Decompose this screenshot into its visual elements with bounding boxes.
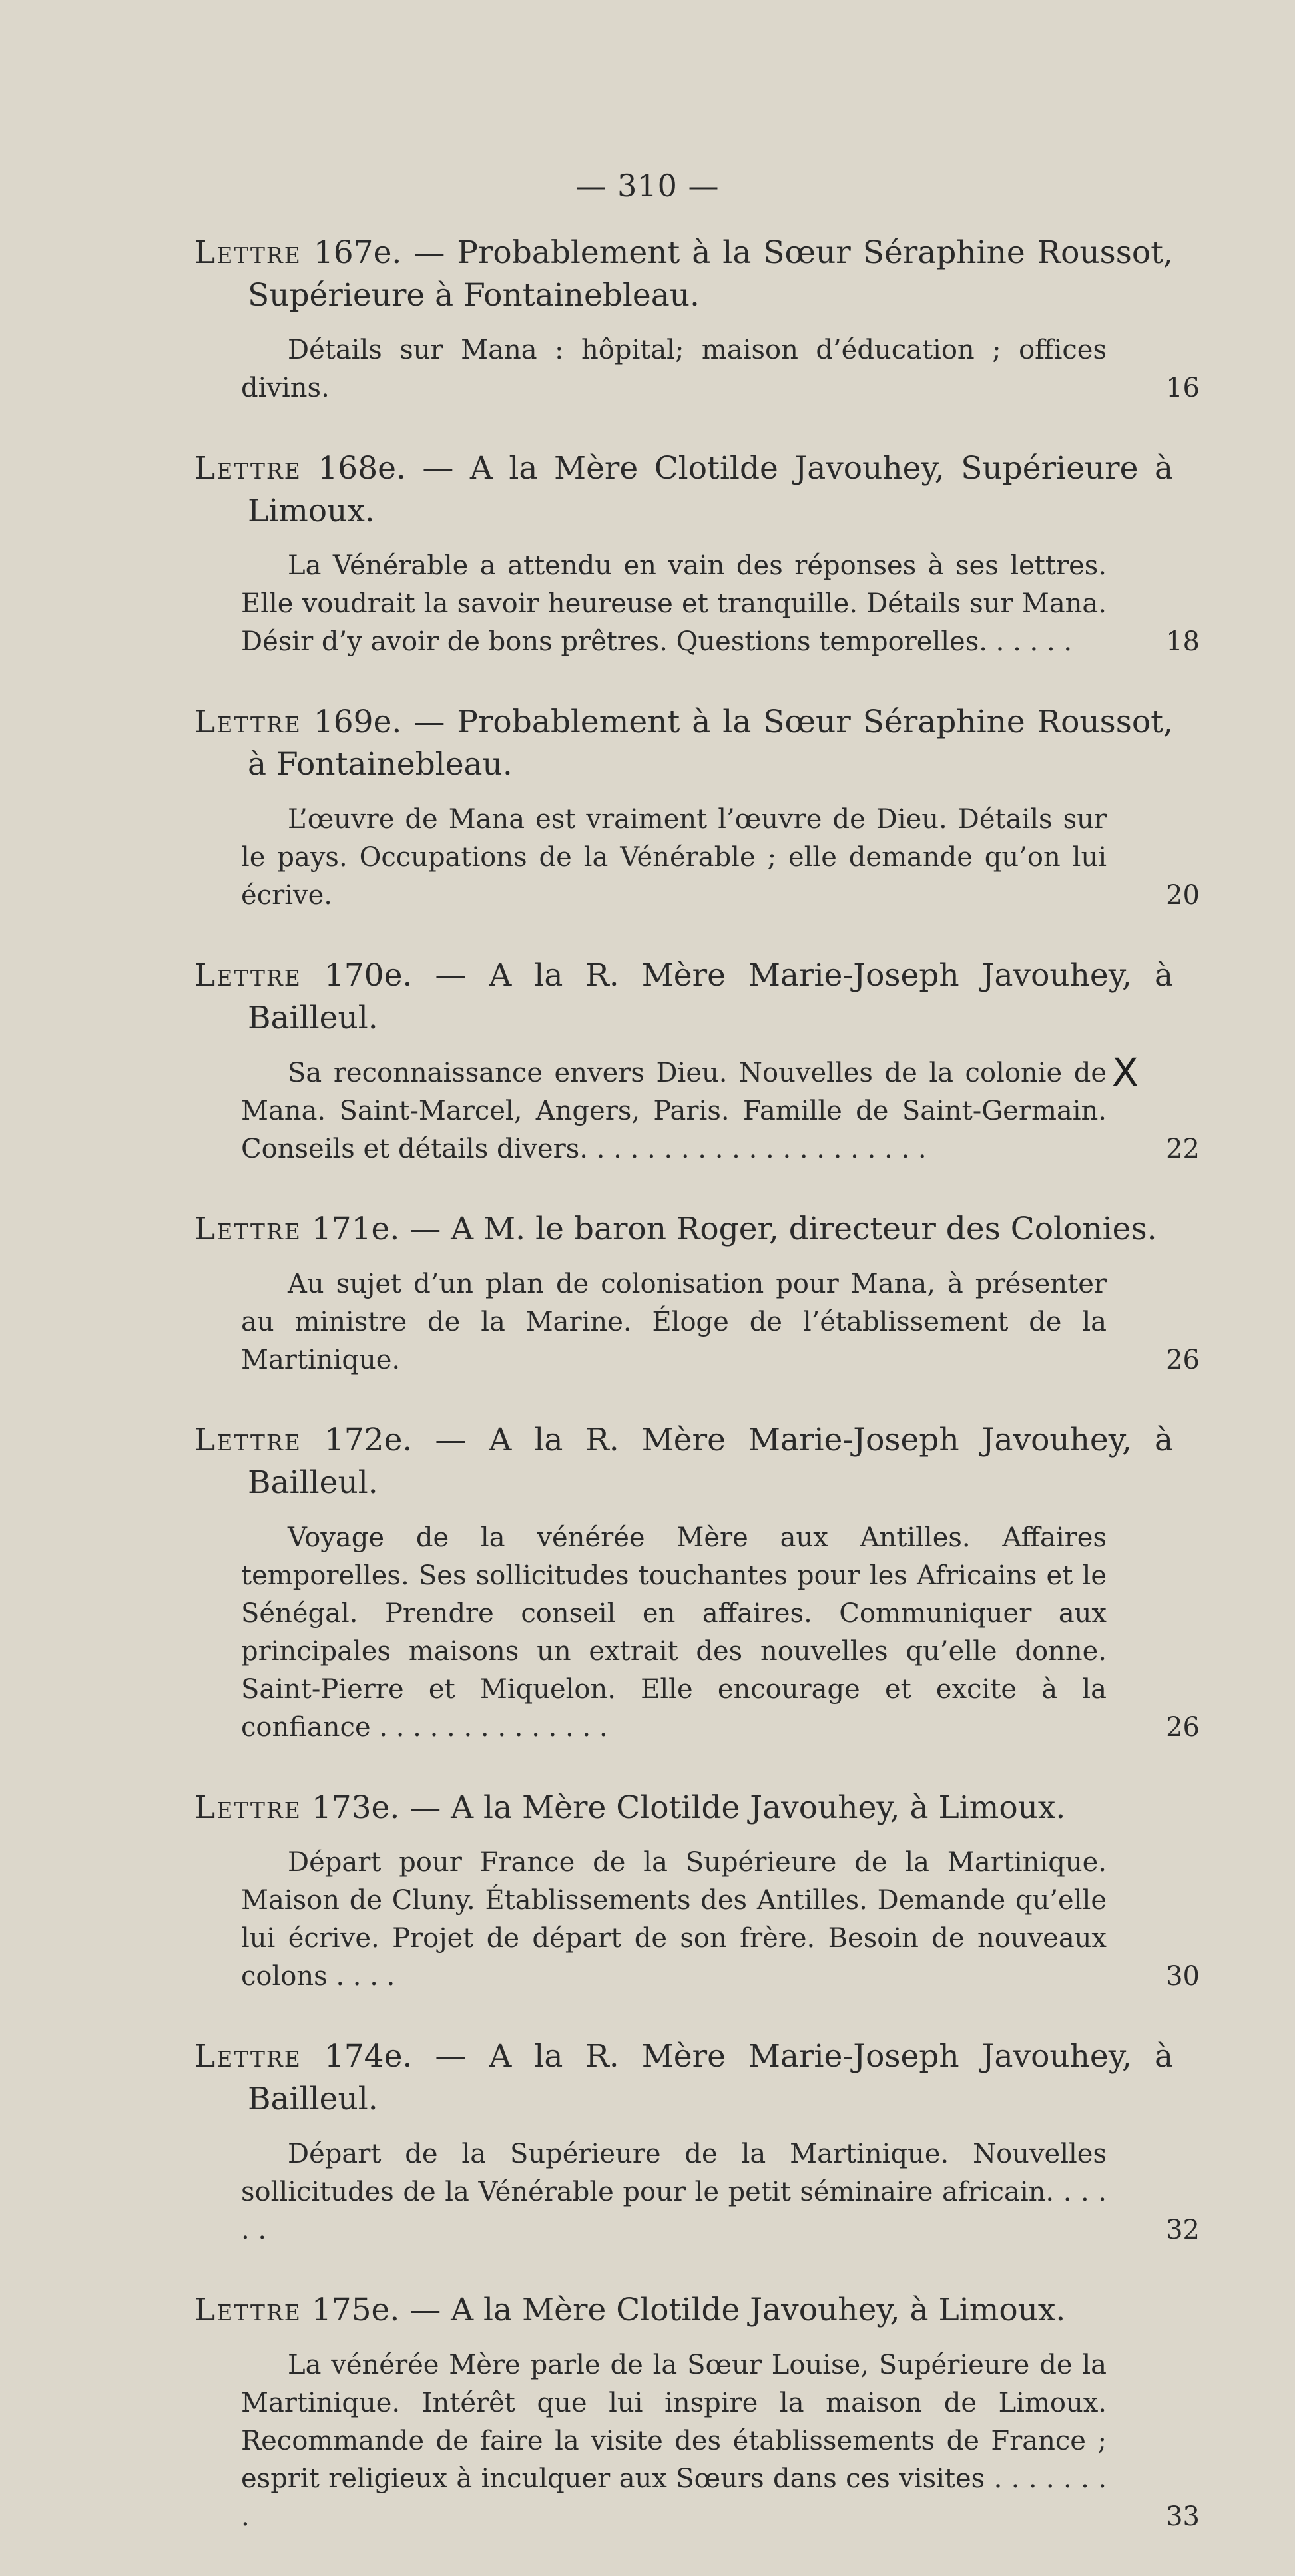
recipient: . — A la R. Mère Marie-Joseph Javouhey, à Bailleul. — [248, 2038, 1173, 2117]
entry-heading — [194, 2289, 1173, 2332]
recipient: . — A la R. Mère Marie-Joseph Javouhey, à Bailleul. — [248, 957, 1173, 1036]
entry-summary — [194, 2135, 1200, 2249]
entry-heading — [194, 1419, 1173, 1504]
entry-summary — [194, 1844, 1200, 1996]
summary-text: Départ de la Supérieure de la Martinique. Nouvelles sollicitudes de la Vénérable pour le petit séminaire africain. . . . . . — [241, 2139, 1107, 2245]
letter-number: 169e — [313, 704, 392, 740]
toc-entry-172 — [194, 1419, 1200, 1747]
entry-heading — [194, 232, 1173, 317]
letter-number: 174e — [324, 2038, 403, 2075]
toc-entry-170 — [194, 955, 1200, 1168]
recipient: . — A la Mère Clotilde Javouhey, à Limoux. — [389, 2292, 1066, 2328]
recipient: . — A la R. Mère Marie-Joseph Javouhey, à Bailleul. — [248, 1422, 1173, 1501]
letter-number: 175e — [311, 2292, 390, 2328]
page-reference: 18 — [1166, 626, 1200, 657]
page-number: — 310 — — [575, 168, 720, 204]
lettre-label: Lettre — [194, 234, 302, 271]
lettre-label: Lettre — [194, 1422, 302, 1458]
summary-text: L’œuvre de Mana est vraiment l’œuvre de Dieu. Détails sur le pays. Occupations de la Vénérable ; elle demande qu’on lui écrive. — [241, 804, 1107, 911]
entry-heading — [194, 701, 1173, 786]
entry-heading — [194, 2036, 1173, 2121]
entry-summary — [194, 547, 1200, 661]
entry-heading — [194, 1787, 1173, 1829]
toc-entry-167 — [194, 232, 1200, 407]
summary-text: Départ pour France de la Supérieure de la Martinique. Maison de Cluny. Établissements des Antilles. Demande qu’elle lui écrive. Projet de départ de son frère. Besoin de nouveaux colons . . . . — [241, 1847, 1107, 1992]
recipient: . — Probablement à la Sœur Séraphine Roussot, à Fontainebleau. — [248, 704, 1173, 783]
lettre-label: Lettre — [194, 2038, 302, 2075]
page-reference: 26 — [1166, 1345, 1200, 1375]
lettre-label: Lettre — [194, 957, 302, 994]
toc-entry-169 — [194, 701, 1200, 915]
page-reference: 20 — [1166, 880, 1200, 911]
letter-number: 172e — [324, 1422, 403, 1458]
entry-summary — [194, 2346, 1200, 2536]
recipient: . — A la Mère Clotilde Javouhey, Supérieure à Limoux. — [248, 450, 1173, 529]
toc-entry-173 — [194, 1787, 1200, 1996]
letter-number: 170e — [324, 957, 403, 994]
entry-summary — [194, 331, 1200, 407]
letter-number: 173e — [311, 1789, 390, 1826]
summary-text: Au sujet d’un plan de colonisation pour Mana, à présenter au ministre de la Marine. Éloge de l’établissement de la Martinique. — [241, 1269, 1107, 1375]
page-reference: 32 — [1166, 2215, 1200, 2245]
page-reference: 16 — [1166, 373, 1200, 403]
lettre-label: Lettre — [194, 704, 302, 740]
letter-number: 168e — [318, 450, 396, 487]
recipient: . — Probablement à la Sœur Séraphine Roussot, Supérieure à Fontainebleau. — [248, 234, 1173, 314]
summary-text: La Vénérable a attendu en vain des réponses à ses lettres. Elle voudrait la savoir heureuse et tranquille. Détails sur Mana. Désir d’y avoir de bons prêtres. Questions temporelles. . . . . . — [241, 550, 1107, 657]
lettre-label: Lettre — [194, 1789, 302, 1826]
entry-summary — [194, 801, 1200, 915]
lettre-label: Lettre — [194, 2292, 302, 2328]
toc-entry-174 — [194, 2036, 1200, 2249]
page-reference: 33 — [1166, 2501, 1200, 2532]
letter-number: 171e — [311, 1211, 390, 1247]
summary-text: Sa reconnaissance envers Dieu. Nouvelles de la colonie de Mana. Saint-Marcel, Angers, Paris. Famille de Saint-Germain. Conseils et détails divers. . . . . . . . . . . . . . . . . . . . . — [241, 1058, 1107, 1164]
page-reference: 22 — [1166, 1134, 1200, 1164]
toc-entry-168 — [194, 447, 1200, 661]
letter-number: 167e — [313, 234, 392, 271]
entry-heading — [194, 955, 1173, 1040]
summary-text: La vénérée Mère parle de la Sœur Louise, Supérieure de la Martinique. Intérêt que lui inspire la maison de Limoux. Recommande de faire la visite des établissements de France ; esprit religieux à inculquer aux Sœurs dans ces visites . . . . . . . . — [241, 2350, 1107, 2532]
table-of-contents — [194, 232, 1200, 2576]
recipient: . — A M. le baron Roger, directeur des Colonies. — [389, 1211, 1157, 1247]
toc-entry-171 — [194, 1208, 1200, 1379]
entry-summary — [194, 1054, 1200, 1168]
summary-text: Voyage de la vénérée Mère aux Antilles. Affaires temporelles. Ses sollicitudes touchantes pour les Africains et le Sénégal. Prendre conseil en affaires. Communiquer aux principales maisons un extrait des nouvelles qu’elle donne. Saint-Pierre et Miquelon. Elle encourage et excite à la confiance . . . . . . . . . . . . . . — [241, 1522, 1107, 1743]
recipient: . — A la Mère Clotilde Javouhey, à Limoux. — [389, 1789, 1066, 1826]
page-reference: 26 — [1166, 1712, 1200, 1743]
entry-summary — [194, 1519, 1200, 1747]
page-reference: 30 — [1166, 1961, 1200, 1992]
entry-heading — [194, 1208, 1173, 1251]
summary-text: Détails sur Mana : hôpital; maison d’éducation ; offices divins. — [241, 335, 1107, 403]
lettre-label: Lettre — [194, 450, 302, 487]
toc-entry-175 — [194, 2289, 1200, 2536]
entry-summary — [194, 1265, 1200, 1379]
entry-heading — [194, 447, 1173, 533]
handwritten-x-mark: X — [1112, 1050, 1139, 1095]
lettre-label: Lettre — [194, 1211, 302, 1247]
